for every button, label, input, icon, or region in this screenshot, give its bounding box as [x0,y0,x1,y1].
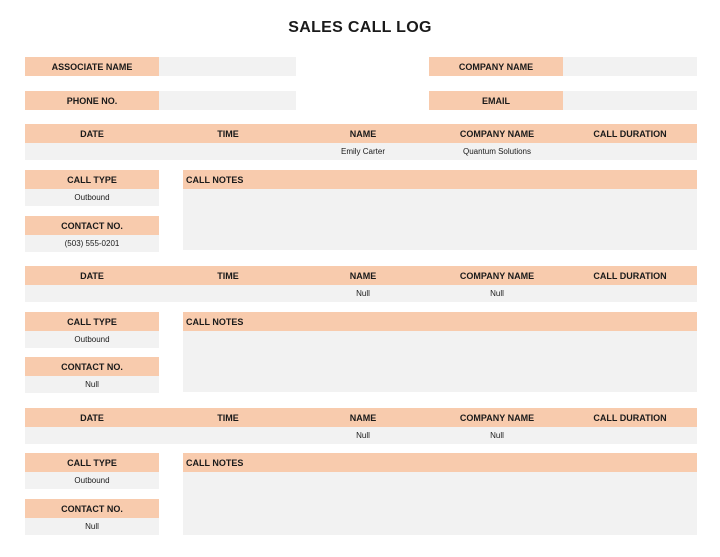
call-notes-label: CALL NOTES [183,170,697,189]
call-notes-label: CALL NOTES [183,312,697,331]
col-duration: CALL DURATION [593,412,667,423]
col-company: COMPANY NAME [459,128,535,139]
contact-no-label: CONTACT NO. [25,499,159,518]
col-name: NAME [349,128,377,139]
col-company: COMPANY NAME [459,412,535,423]
associate-name-label: ASSOCIATE NAME [25,57,159,76]
contact-no-field[interactable]: Null [25,376,159,393]
time-cell[interactable] [161,285,295,302]
date-cell[interactable] [25,143,159,160]
company-name-field[interactable] [563,57,697,76]
col-time: TIME [217,412,239,423]
duration-cell[interactable] [563,143,697,160]
company-cell[interactable]: Null [490,431,504,440]
phone-field[interactable] [159,91,296,110]
call-notes-field[interactable] [183,331,697,392]
page-title: SALES CALL LOG [288,19,432,36]
call-type-field[interactable]: Outbound [25,472,159,489]
contact-no-label: CONTACT NO. [25,216,159,235]
call-notes-field[interactable] [183,472,697,535]
name-cell[interactable]: Emily Carter [340,147,385,156]
contact-no-field[interactable]: (503) 555-0201 [25,235,159,252]
col-time: TIME [217,270,239,281]
name-cell[interactable]: Null [356,431,370,440]
col-company: COMPANY NAME [459,270,535,281]
col-name: NAME [349,412,377,423]
call-type-field[interactable]: Outbound [25,331,159,348]
company-cell[interactable]: Quantum Solutions [462,147,532,156]
duration-cell[interactable] [563,427,697,444]
call-notes-label: CALL NOTES [183,453,697,472]
name-cell[interactable]: Null [356,289,370,298]
company-name-label: COMPANY NAME [429,57,563,76]
call-notes-field[interactable] [183,189,697,250]
contact-no-field[interactable]: Null [25,518,159,535]
col-name: NAME [349,270,377,281]
call-type-label: CALL TYPE [25,170,159,189]
col-date: DATE [80,128,104,139]
company-cell[interactable]: Null [490,289,504,298]
date-cell[interactable] [25,427,159,444]
contact-no-label: CONTACT NO. [25,357,159,376]
associate-name-field[interactable] [159,57,296,76]
email-label: EMAIL [429,91,563,110]
call-type-label: CALL TYPE [25,312,159,331]
col-duration: CALL DURATION [593,128,667,139]
date-cell[interactable] [25,285,159,302]
col-time: TIME [217,128,239,139]
call-type-label: CALL TYPE [25,453,159,472]
col-duration: CALL DURATION [593,270,667,281]
col-date: DATE [80,270,104,281]
duration-cell[interactable] [563,285,697,302]
time-cell[interactable] [161,427,295,444]
email-field[interactable] [563,91,697,110]
call-type-field[interactable]: Outbound [25,189,159,206]
phone-label: PHONE NO. [25,91,159,110]
time-cell[interactable] [161,143,295,160]
col-date: DATE [80,412,104,423]
